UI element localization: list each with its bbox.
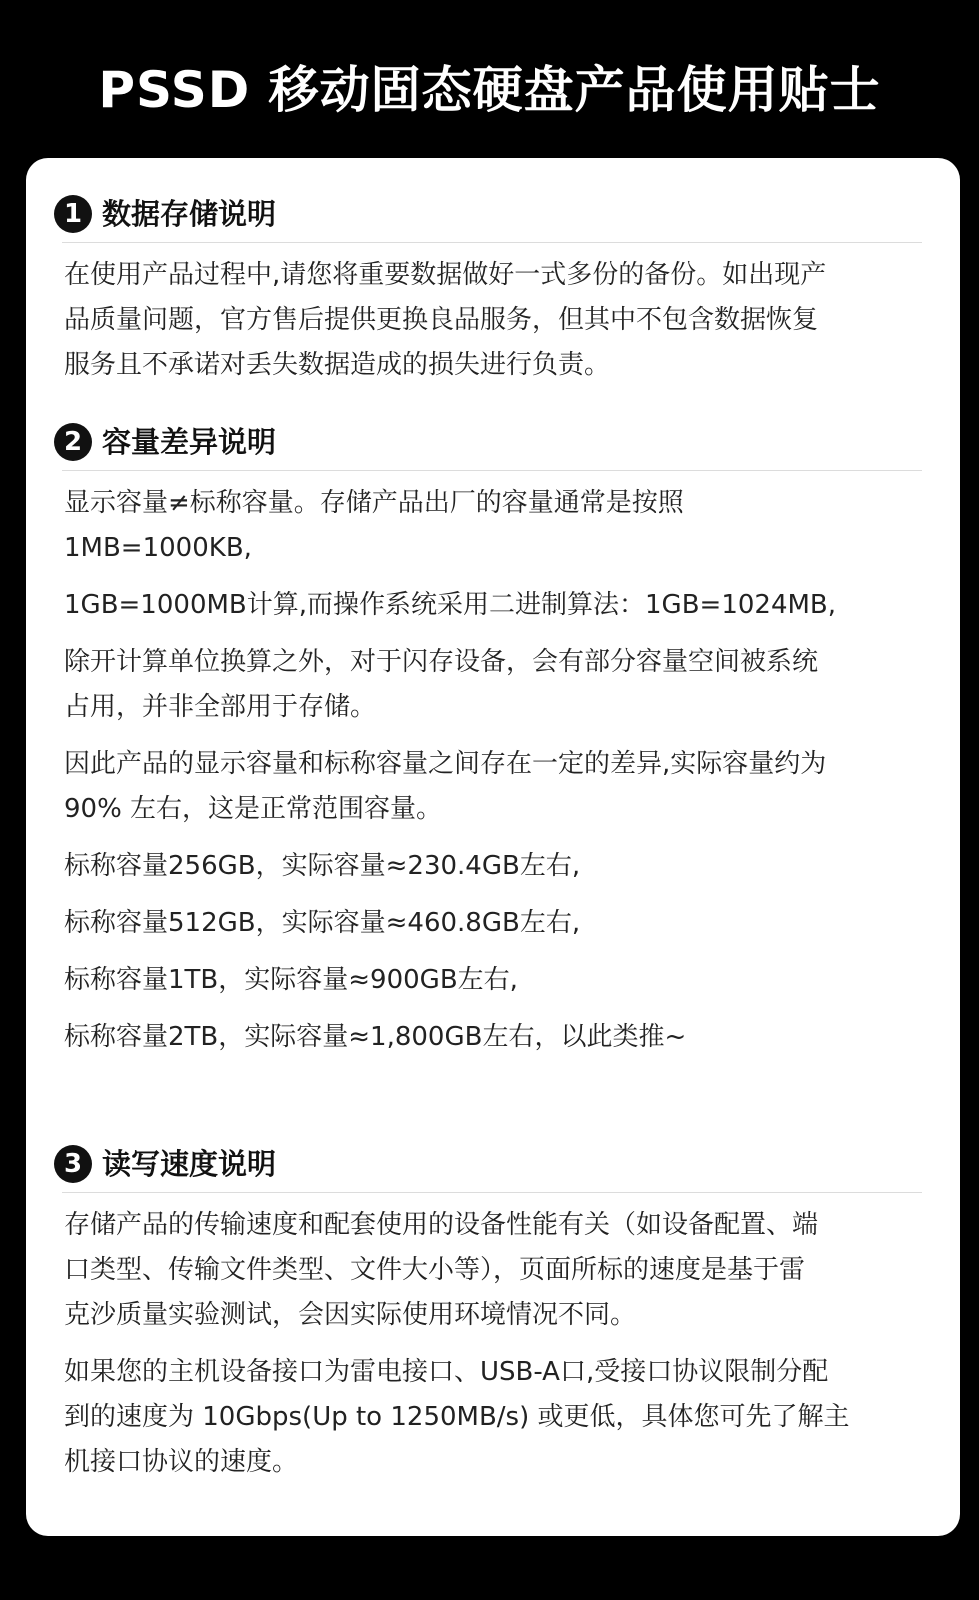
paragraph: 显示容量≠标称容量。存储产品出厂的容量通常是按照 1MB=1000KB, [64,488,684,563]
paragraph: 存储产品的传输速度和配套使用的设备性能有关（如设备配置、端 口类型、传输文件类型、文件大小等），页面所标的速度是基于雷 克沙质量实验测试，会因实际使用环境情况不同。 [64,1210,819,1330]
section-header [54,194,942,234]
section-capacity-difference [54,422,942,1072]
section-divider [62,470,922,471]
capacity-example-512gb: 标称容量512GB，实际容量≈460.8GB左右, [64,908,581,938]
paragraph: 因此产品的显示容量和标称容量之间存在一定的差异,实际容量约为 90% 左右，这是正常范围容量。 [64,749,827,824]
section-body [64,481,934,1060]
section-divider [62,242,922,243]
paragraph: 除开计算单位换算之外，对于闪存设备，会有部分容量空间被系统 占用，并非全部用于存储。 [64,647,819,722]
tips-card [26,158,960,1536]
paragraph: 1GB=1000MB计算,而操作系统采用二进制算法：1GB=1024MB, [64,590,837,620]
section-header [54,1144,942,1184]
section-header [54,422,942,462]
capacity-example-1tb: 标称容量1TB，实际容量≈900GB左右, [64,965,518,995]
section-data-storage [54,194,942,400]
number-badge-2: 2 [54,423,92,461]
section-body [64,1203,934,1485]
section-body [64,253,934,388]
capacity-example-256gb: 标称容量256GB，实际容量≈230.4GB左右, [64,851,581,881]
paragraph: 在使用产品过程中,请您将重要数据做好一式多份的备份。如出现产 品质量问题，官方售后提供更换良品服务，但其中不包含数据恢复 服务且不承诺对丢失数据造成的损失进行负责。 [64,260,827,380]
section-title: 数据存储说明 [102,197,277,231]
page-title: PSSD 移动固态硬盘产品使用贴士 [98,61,881,119]
capacity-example-2tb: 标称容量2TB，实际容量≈1,800GB左右，以此类推~ [64,1022,687,1052]
number-badge-3: 3 [54,1145,92,1183]
section-title: 容量差异说明 [102,425,277,459]
paragraph: 如果您的主机设备接口为雷电接口、USB-A口,受接口协议限制分配 到的速度为 10Gbps(Up to 1250MB/s) 或更低，具体您可先了解主 机接口协议的速度。 [64,1357,850,1477]
number-badge-1: 1 [54,195,92,233]
section-divider [62,1192,922,1193]
section-title: 读写速度说明 [102,1147,277,1181]
section-read-write-speed [54,1144,942,1497]
